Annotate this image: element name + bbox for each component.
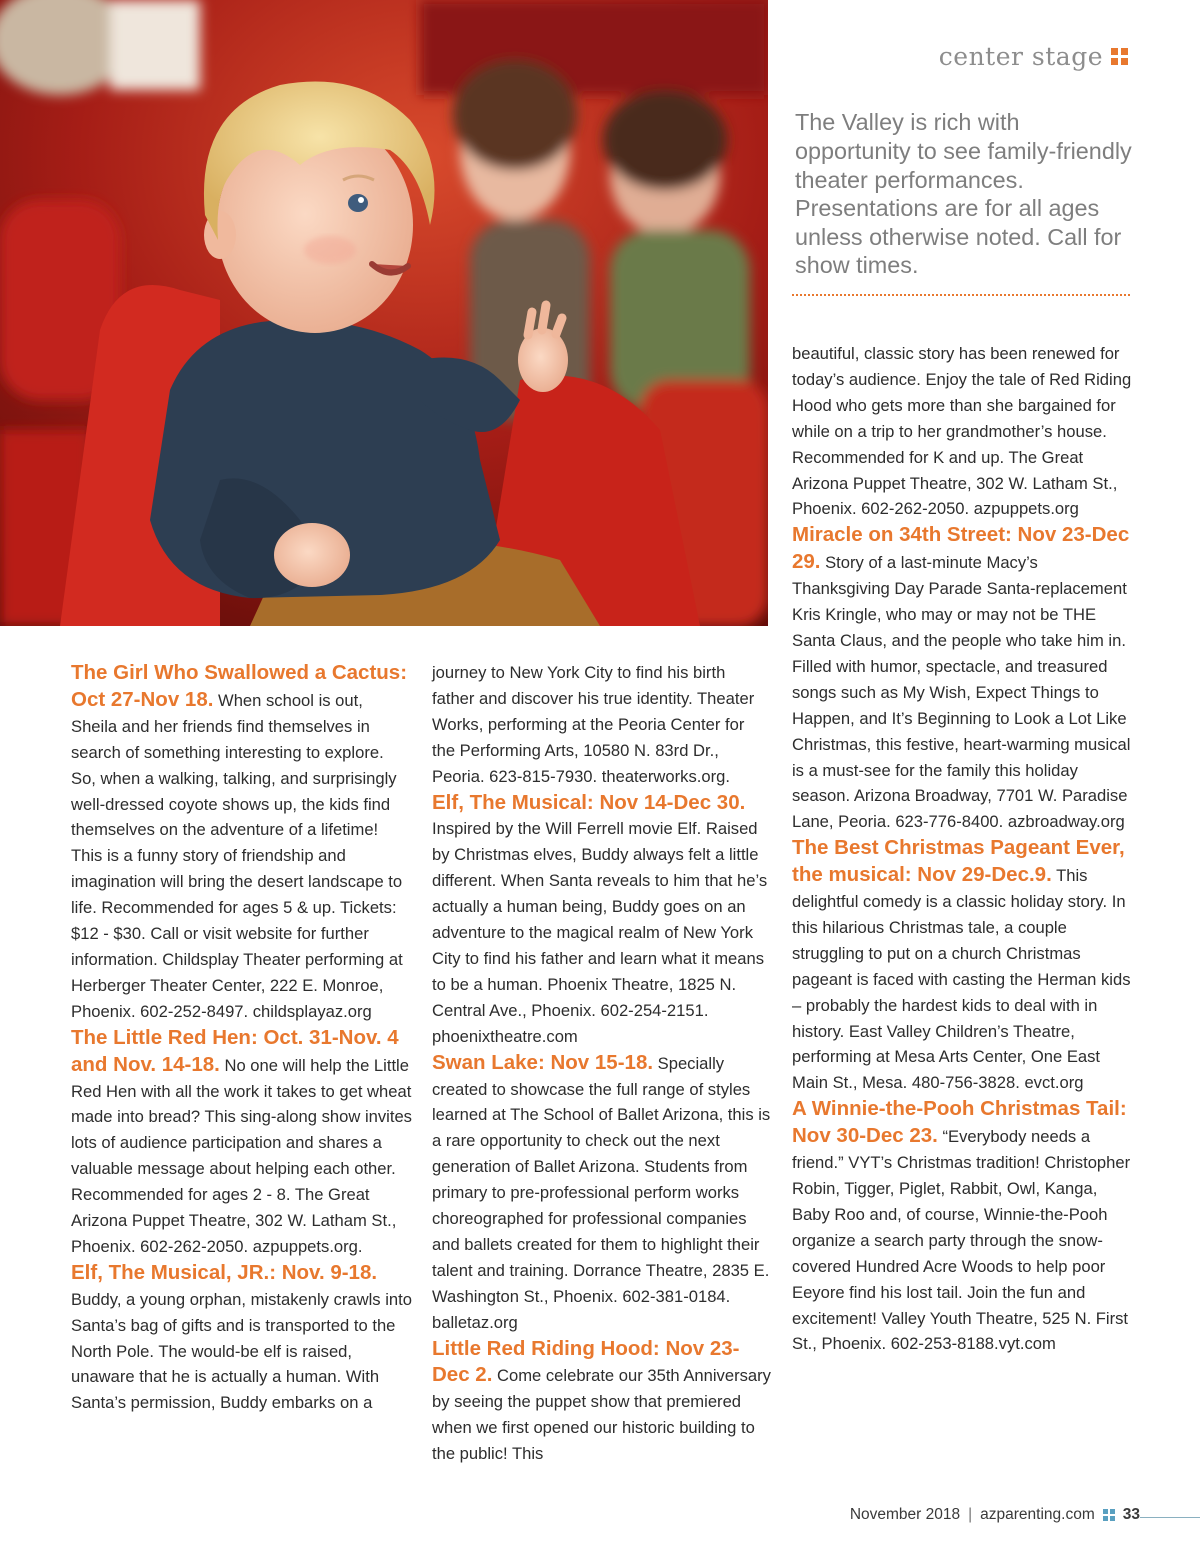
- event-title: The Little Red Hen: Oct. 31-Nov. 4 and Nov. 14-18.: [71, 1025, 399, 1076]
- toddler-in-theater-seat-icon: [0, 0, 768, 626]
- divider: [792, 294, 1130, 296]
- page-footer: [850, 1506, 1140, 1524]
- column-2: [432, 660, 772, 1467]
- event-body: Specially created to showcase the full range of styles learned at The School of Ballet Arizona, this is a rare opportunity to check out the next generation of Ballet Arizona. Students from primary to pre-professional perform works choreographed for professional companies and ballets created for them to highlight their talent and training. Dorrance Theatre, 2835 E. Washington St., Phoenix. 602-381-0184. balletaz.org: [432, 1053, 771, 1332]
- event-listing: [792, 522, 1135, 835]
- event-listing: [71, 1260, 413, 1416]
- hero-photo: [0, 0, 768, 626]
- page-number: 33: [1122, 1506, 1140, 1523]
- event-title: The Best Christmas Pageant Ever, the musical: Nov 29-Dec.9.: [792, 836, 1125, 887]
- event-body: This delightful comedy is a classic holiday story. In this hilarious Christmas tale, a couple struggling to put on a church Christmas pageant is faced with casting the Herman kids – probably the hardest kids to deal with in history. East Valley Children’s Theatre, performing at Mesa Arts Center, One East Main St., Mesa. 480-756-3828. evct.org: [792, 866, 1131, 1093]
- event-continued: beautiful, classic story has been renewed for today’s audience. Enjoy the tale of Red Riding Hood who gets more than she bargained for while on a trip to her grandmother’s house. Recommended for K and up. The Great Arizona Puppet Theatre, 302 W. Latham St., Phoenix. 602-262-2050. azpuppets.org: [792, 344, 1132, 519]
- event-listing: [792, 1096, 1135, 1357]
- footer-separator: |: [968, 1506, 973, 1523]
- event-listing: [432, 790, 772, 1050]
- event-title: Elf, The Musical: Nov 14-Dec 30.: [432, 790, 746, 814]
- event-title: Little Red Riding Hood: Nov 23-Dec 2.: [432, 1336, 740, 1387]
- event-body: Buddy, a young orphan, mistakenly crawls into Santa’s bag of gifts and is transported to the North Pole. The would-be elf is raised, unaware that he is actually a human. With Santa’s permission, Buddy embarks on a: [71, 1289, 412, 1413]
- section-tag: [939, 42, 1128, 71]
- event-listing: [71, 1025, 413, 1260]
- event-body: Come celebrate our 35th Anniversary by seeing the puppet show that premiered when we first opened our historic building to the public! This: [432, 1366, 771, 1464]
- event-body: No one will help the Little Red Hen with all the work it takes to get wheat made into bread? This sing-along show invites lots of audience participation and shares a valuable message about helping each other. Recommended for ages 2 - 8. The Great Arizona Puppet Theatre, 302 W. Latham St., Phoenix. 602-262-2050. azpuppets.org.: [71, 1055, 412, 1256]
- issue-date: November 2018: [849, 1506, 961, 1523]
- event-body: Story of a last-minute Macy’s Thanksgiving Day Parade Santa-replacement Kris Kringle, who may or may not be THE Santa Claus, and the people who take him in. Filled with humor, spectacle, and treasured songs such as My Wish, Expect Things to Happen, and It’s Beginning to Look a Lot Like Christmas, this festive, heart-warming musical is a must-see for the family this holiday season. Arizona Broadway, 7701 W. Paradise Lane, Peoria. 623-776-8400. azbroadway.org: [792, 553, 1131, 832]
- event-title: Elf, The Musical, JR.: Nov. 9-18.: [71, 1260, 378, 1284]
- event-listing: [432, 1336, 772, 1468]
- intro-text: The Valley is rich with opportunity to see family-friendly theater performances. Presentations are for all ages unless otherwise noted. Call for show times.: [795, 109, 1132, 279]
- footer-rule: [1140, 1517, 1200, 1518]
- event-listing: [792, 835, 1135, 1096]
- event-continued: journey to New York City to find his birth father and discover his true identity. Theater Works, performing at the Peoria Center for the Performing Arts, 10580 N. 83rd Dr., Peoria. 623-815-7930. theaterworks.org.: [432, 663, 755, 786]
- event-title: Miracle on 34th Street: Nov 23-Dec 29.: [792, 523, 1130, 574]
- event-listing: [432, 1050, 772, 1336]
- event-body: “Everybody needs a friend.” VYT’s Christmas tradition! Christopher Robin, Tigger, Piglet, Rabbit, Owl, Kanga, Baby Roo and, of course, Winnie-the-Pooh organize a search party through the snow-covered Hundred Acre Woods to help poor Eeyore find his lost tail. Join the fun and excitement! Valley Youth Theatre, 525 N. First St., Phoenix. 602-253-8188.vyt.com: [792, 1127, 1131, 1354]
- event-body: Inspired by the Will Ferrell movie Elf. Raised by Christmas elves, Buddy always felt a little different. When Santa reveals to him that he’s actually a human being, Buddy goes on an adventure to the magical realm of New York City to find his father and learn what it means to be a human. Phoenix Theatre, 1825 N. Central Ave., Phoenix. 602-254-2151. phoenixtheatre.com: [432, 819, 768, 1046]
- event-title: The Girl Who Swallowed a Cactus: Oct 27-Nov 18.: [71, 661, 408, 711]
- event-title: A Winnie-the-Pooh Christmas Tail: Nov 30-Dec 23.: [792, 1097, 1127, 1148]
- section-tag-label: center stage: [938, 42, 1103, 71]
- blue-squares-icon: [1103, 1509, 1115, 1521]
- orange-squares-icon: [1111, 48, 1128, 65]
- column-1: [71, 660, 413, 1416]
- event-title: Swan Lake: Nov 15-18.: [432, 1050, 654, 1074]
- event-listing: [71, 660, 413, 1025]
- site-link[interactable]: azparenting.com: [980, 1506, 1095, 1523]
- column-3: [792, 341, 1135, 1357]
- event-body: When school is out, Sheila and her friends find themselves in search of something interesting to explore. So, when a walking, talking, and surprisingly well-dressed coyote shows up, the kids find themselves on the adventure of a lifetime! This is a funny story of friendship and imagination will bring the desert landscape to life. Recommended for ages 5 & up. Tickets: $12 - $30. Call or visit website for further information. Childsplay Theater performing at Herberger Theater Center, 222 E. Monroe, Phoenix. 602-252-8497. childsplayaz.org: [71, 690, 403, 1021]
